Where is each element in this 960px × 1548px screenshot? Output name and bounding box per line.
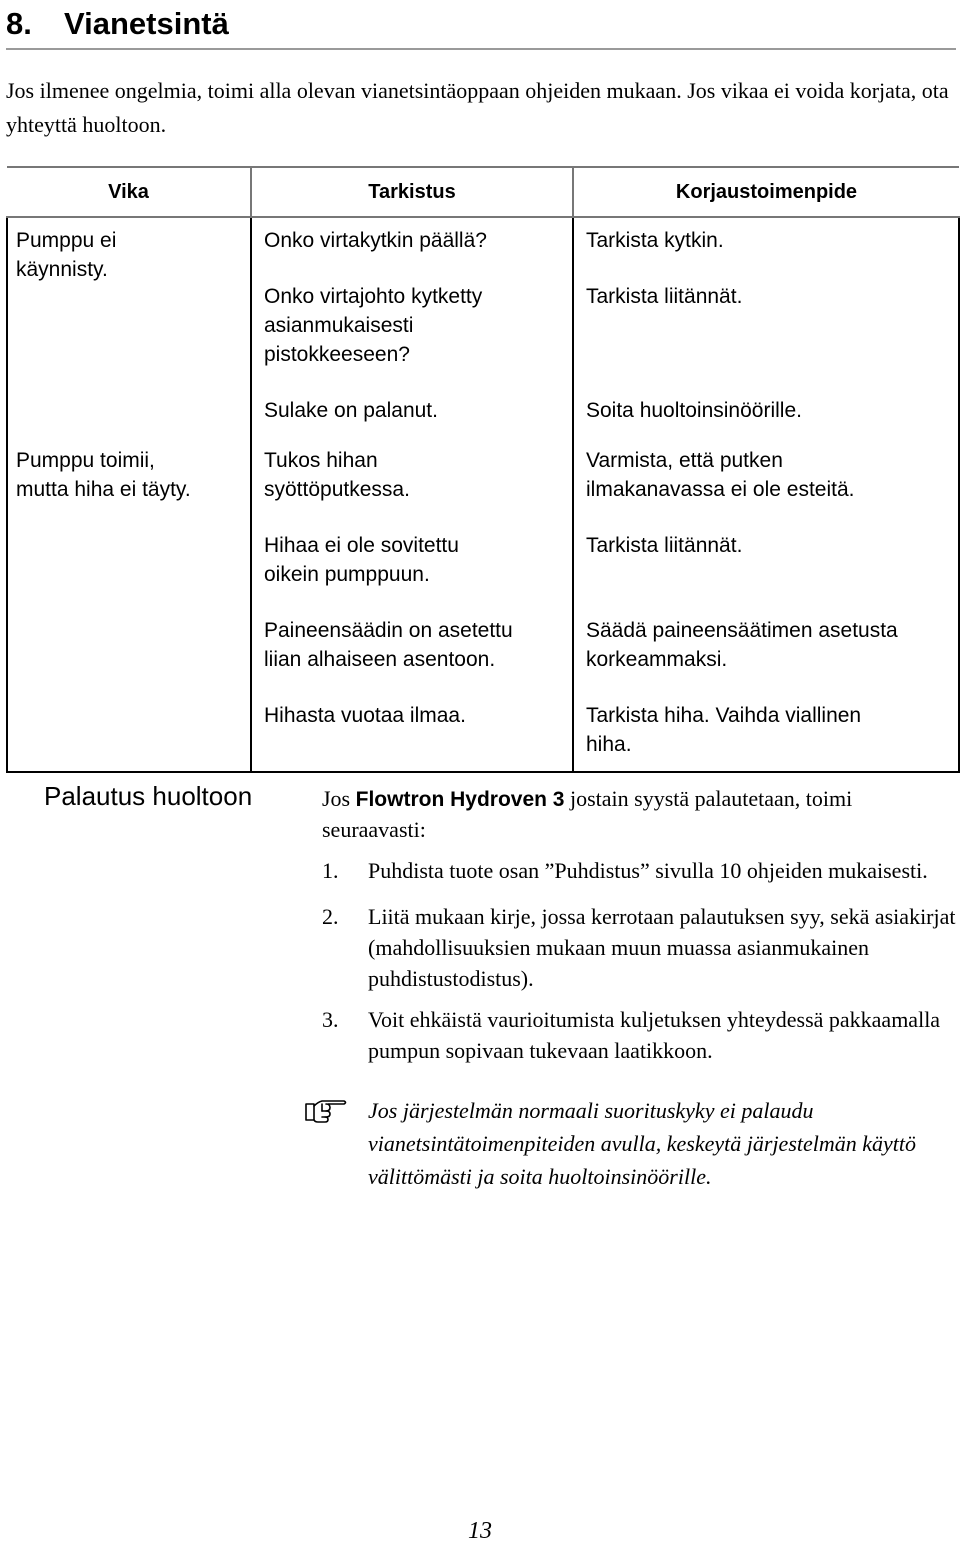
action-text: hiha. — [586, 733, 632, 756]
action-text: Varmista, että putken — [586, 449, 783, 472]
note-text: Jos järjestelmän normaali suorituskyky ei palaudu vianetsintätoimenpiteiden avulla, keskeytä järjestelmän käyttö välittömästi ja soita huoltoinsinöörille. — [368, 1098, 917, 1189]
note-block — [304, 1094, 958, 1193]
header-fault: Vika — [7, 167, 251, 217]
action-text: Säädä paineensäätimen asetusta — [586, 619, 898, 642]
action-entry — [586, 226, 958, 255]
fault-text: mutta hiha ei täyty. — [16, 478, 191, 501]
action-entry — [586, 616, 958, 674]
check-text: Hihasta vuotaa ilmaa. — [264, 704, 466, 727]
action-text: Tarkista hiha. Vaihda viallinen — [586, 704, 862, 727]
check-entry — [264, 531, 572, 589]
return-intro — [322, 784, 958, 845]
action-text: ilmakanavassa ei ole esteitä. — [586, 478, 855, 501]
header-action: Korjaustoimenpide — [573, 167, 959, 217]
action-entry — [586, 701, 958, 759]
check-entry — [264, 701, 572, 730]
product-name: Flowtron Hydroven 3 — [355, 788, 565, 811]
action-text: Tarkista liitännät. — [586, 285, 743, 308]
check-text: Tukos hihan — [264, 449, 378, 472]
check-cell — [251, 217, 573, 440]
return-section-body — [322, 784, 958, 1066]
action-entry — [586, 531, 958, 589]
page-number: 13 — [468, 1518, 492, 1544]
list-item — [322, 855, 958, 886]
check-text: Paineensäädin on asetettu — [264, 619, 513, 642]
return-intro-post: jostain syystä palautetaan, toimi seuraavasti: — [322, 786, 853, 842]
step-text: Puhdista tuote osan ”Puhdistus” sivulla 10 ohjeiden mukaisesti. — [368, 858, 928, 883]
list-item — [322, 901, 958, 994]
step-number: 2. — [322, 904, 339, 929]
step-text: Liitä mukaan kirje, jossa kerrotaan palautuksen syy, sekä asiakirjat (mahdollisuuksien mukaan muun muassa asianmukainen puhdistustodistus). — [368, 904, 956, 991]
return-steps — [322, 855, 958, 1066]
action-cell — [573, 217, 959, 440]
table-row — [7, 217, 959, 440]
fault-cell — [7, 440, 251, 772]
check-text: Onko virtajohto kytketty — [264, 285, 483, 308]
fault-text: käynnisty. — [16, 258, 108, 281]
check-text: Onko virtakytkin päällä? — [264, 229, 487, 252]
pointing-hand-icon — [304, 1096, 348, 1124]
action-entry — [586, 396, 958, 425]
return-intro-pre: Jos — [322, 786, 356, 811]
section-heading — [6, 4, 956, 50]
troubleshooting-table — [6, 166, 960, 773]
check-entry — [264, 616, 572, 674]
table-header-row — [7, 167, 959, 217]
action-text: Tarkista kytkin. — [586, 229, 724, 252]
check-text: asianmukaisesti — [264, 314, 414, 337]
check-text: pistokkeeseen? — [264, 343, 410, 366]
check-entry — [264, 446, 572, 504]
list-item — [322, 1004, 958, 1066]
check-entry — [264, 226, 572, 255]
intro-paragraph: Jos ilmenee ongelmia, toimi alla olevan vianetsintäoppaan ohjeiden mukaan. Jos vikaa ei voida korjata, ota yhteyttä huoltoon. — [6, 78, 949, 137]
action-cell — [573, 440, 959, 772]
check-text: liian alhaiseen asentoon. — [264, 648, 496, 671]
return-section-title: Palautus huoltoon — [44, 781, 253, 811]
action-entry — [586, 282, 958, 369]
check-text: syöttöputkessa. — [264, 478, 410, 501]
header-check: Tarkistus — [251, 167, 573, 217]
section-title: Vianetsintä — [64, 6, 229, 41]
step-number: 1. — [322, 858, 339, 883]
action-text: Soita huoltoinsinöörille. — [586, 399, 802, 422]
check-text: Sulake on palanut. — [264, 399, 438, 422]
section-number: 8. — [6, 6, 32, 41]
step-text: Voit ehkäistä vaurioitumista kuljetuksen yhteydessä pakkaamalla pumpun sopivaan tukevaan laatikkoon. — [368, 1007, 941, 1063]
table-row — [7, 440, 959, 772]
check-text: oikein pumppuun. — [264, 563, 430, 586]
fault-text: Pumppu toimii, — [16, 449, 155, 472]
check-entry — [264, 396, 572, 425]
action-text: Tarkista liitännät. — [586, 534, 743, 557]
check-text: Hihaa ei ole sovitettu — [264, 534, 459, 557]
action-entry — [586, 446, 958, 504]
fault-text: Pumppu ei — [16, 229, 117, 252]
check-cell — [251, 440, 573, 772]
step-number: 3. — [322, 1007, 339, 1032]
fault-cell — [7, 217, 251, 440]
check-entry — [264, 282, 572, 369]
action-text: korkeammaksi. — [586, 648, 728, 671]
